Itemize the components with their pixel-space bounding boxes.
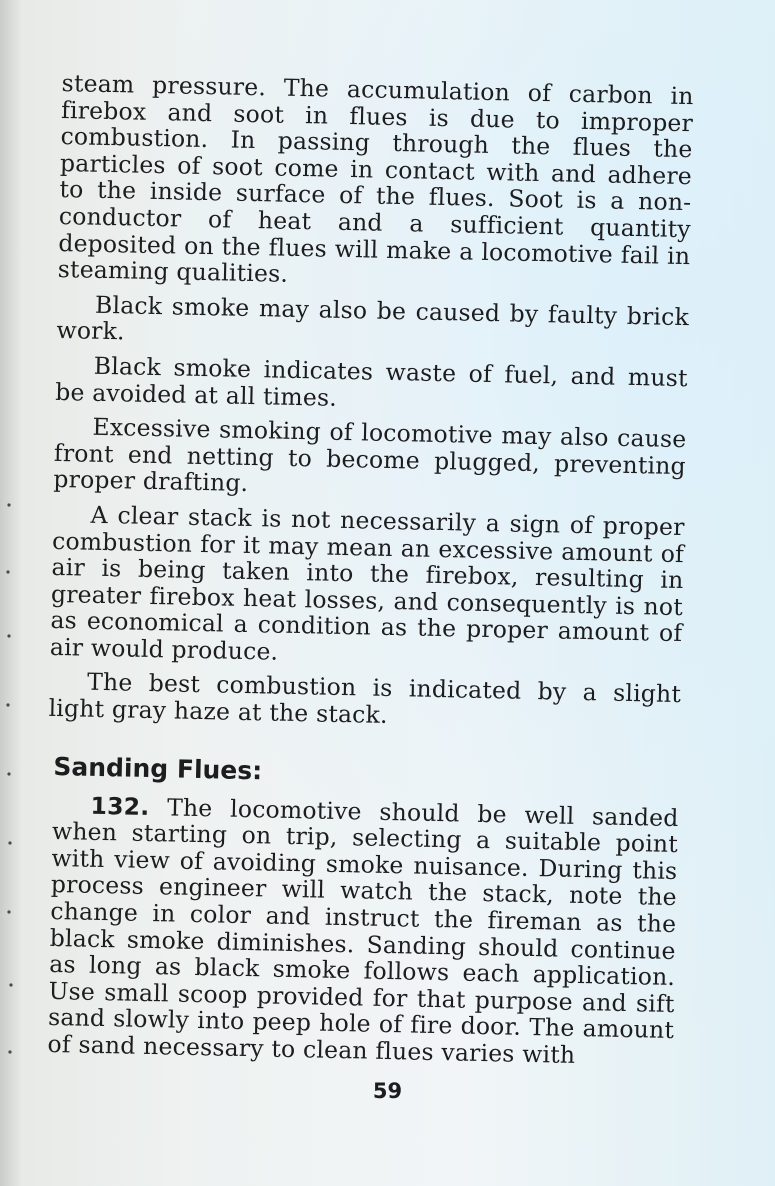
paragraph-number: 132. xyxy=(90,791,150,821)
paragraph-waste-of-fuel: Black smoke indicates waste of fuel, and must be avoided at all times. xyxy=(54,351,688,412)
paragraph-132 xyxy=(47,792,678,1071)
section-heading: Sanding Flues: xyxy=(53,751,263,785)
paragraph-brick-work: Black smoke may also be caused by faulty brick work. xyxy=(56,290,690,346)
paragraph-soot: steam pressure. The accumulation of carbon in firebox and soot in flues is due to improper combustion. In passing through the flues the particles of soot come in contact with and adhere to the inside surface of the flues. Soot is a non-conductor of heat and a sufficient quantity deposited on the flues will make a locomotive fail in steaming qualities. xyxy=(57,69,694,288)
paragraph-132-text: The locomotive should be well sanded when starting on trip, selecting a suitable point with view of avoiding smoke nuisance. During this process engineer will watch the stack, note the change in color and instruct the fireman as the black smoke diminishes. Sanding should continue as long as black smoke follows each application. Use small scoop provided for that purpose and sift sand slowly into peep hole of fire door. The amount of sand necessary to clean flues varies with xyxy=(47,793,679,1069)
paragraph-best-combustion: The best combustion is indicated by a slight light gray haze at the stack. xyxy=(48,668,682,730)
section-sanding-flues xyxy=(41,752,679,1071)
page-text xyxy=(41,70,694,1079)
paragraph-netting: Excessive smoking of locomotive may also cause front end netting to become plugged, preventing proper drafting. xyxy=(53,412,687,498)
page-edge-marks xyxy=(3,0,21,1186)
page-number: 59 xyxy=(372,1079,403,1103)
paragraph-clear-stack: A clear stack is not necessarily a sign of proper combustion for it may mean an excessive amount of air is being taken into the firebox, resulting in greater firebox heat losses, and consequently is not as economical a condition as the proper amount of air would produce. xyxy=(49,500,685,666)
